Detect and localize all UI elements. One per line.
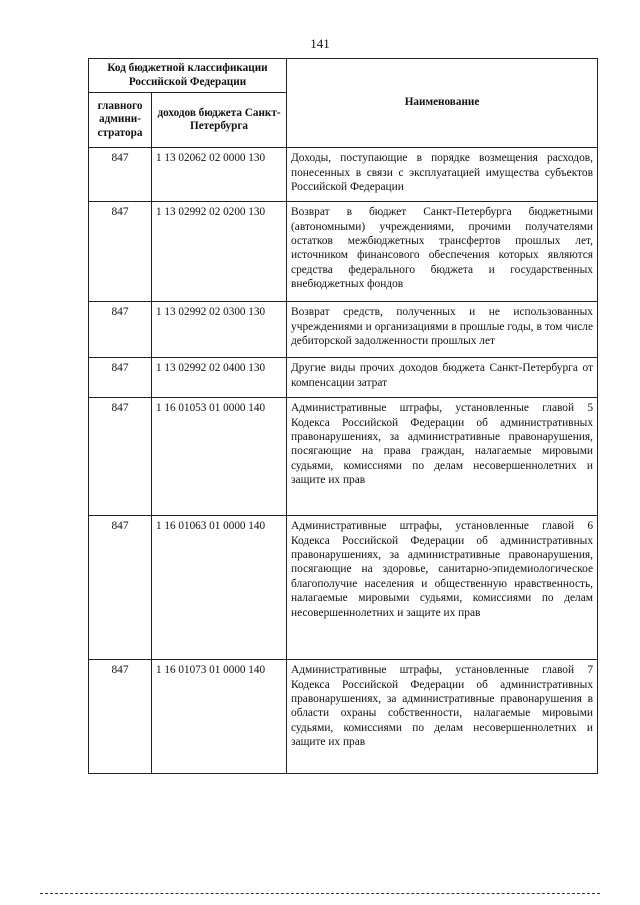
admin-code-cell: 847 [89,660,152,774]
page-number: 141 [310,36,330,51]
revenue-code-cell: 1 16 01073 01 0000 140 [152,660,287,774]
name-cell: Другие виды прочих доходов бюджета Санкт-Петербурга от компенсации затрат [287,358,598,398]
header-revenue-code: доходов бюджета Санкт-Петербурга [152,93,287,148]
table-row [89,660,598,774]
table-row [89,358,598,398]
admin-code-cell: 847 [89,202,152,302]
name-cell: Административные штрафы, установленные главой 5 Кодекса Российской Федерации об административных правонарушениях, за административные правонарушения, посягающие на права граждан, налагаемые мировыми судьями, комиссиями по делам несовершеннолетних и защите их прав [287,398,598,516]
revenue-code-cell: 1 13 02992 02 0300 130 [152,302,287,358]
header-name: Наименование [287,59,598,148]
revenue-code-cell: 1 13 02992 02 0400 130 [152,358,287,398]
budget-classification-table [88,58,598,774]
admin-code-cell: 847 [89,148,152,202]
table-header-row [89,59,598,93]
admin-code-cell: 847 [89,358,152,398]
table-row [89,398,598,516]
name-cell: Возврат средств, полученных и не использованных учреждениями и организациями в прошлые годы, в том числе дебиторской задолженности прошлых лет [287,302,598,358]
admin-code-cell: 847 [89,398,152,516]
revenue-code-cell: 1 16 01063 01 0000 140 [152,516,287,660]
name-cell: Доходы, поступающие в порядке возмещения расходов, понесенных в связи с эксплуатацией имущества субъектов Российской Федерации [287,148,598,202]
name-cell: Административные штрафы, установленные главой 6 Кодекса Российской Федерации об административных правонарушениях, за административные правонарушения, посягающие на здоровье, санитарно-эпидемиологическое благополучие населения и общественную нравственность, налагаемые мировыми судьями, комиссиями по делам несовершеннолетних и защите их прав [287,516,598,660]
revenue-code-cell: 1 13 02062 02 0000 130 [152,148,287,202]
name-cell: Возврат в бюджет Санкт-Петербурга бюджетными (автономными) учреждениями, прочими получателями остатков межбюджетных трансфертов прошлых лет, источником финансового обеспечения которых являются средства федерального бюджета и государственных внебюджетных фондов [287,202,598,302]
admin-code-cell: 847 [89,302,152,358]
revenue-code-cell: 1 16 01053 01 0000 140 [152,398,287,516]
bottom-divider [40,893,600,894]
header-classification-code: Код бюджетной классификации Российской Федерации [89,59,287,93]
admin-code-cell: 847 [89,516,152,660]
revenue-code-cell: 1 13 02992 02 0200 130 [152,202,287,302]
table-row [89,148,598,202]
table-row [89,516,598,660]
header-chief-administrator: главного админи-стратора [89,93,152,148]
table-row [89,302,598,358]
name-cell: Административные штрафы, установленные главой 7 Кодекса Российской Федерации об административных правонарушениях, за административные правонарушения в области охраны собственности, налагаемые мировыми судьями, комиссиями по делам несовершеннолетних и защите их прав [287,660,598,774]
table-row [89,202,598,302]
